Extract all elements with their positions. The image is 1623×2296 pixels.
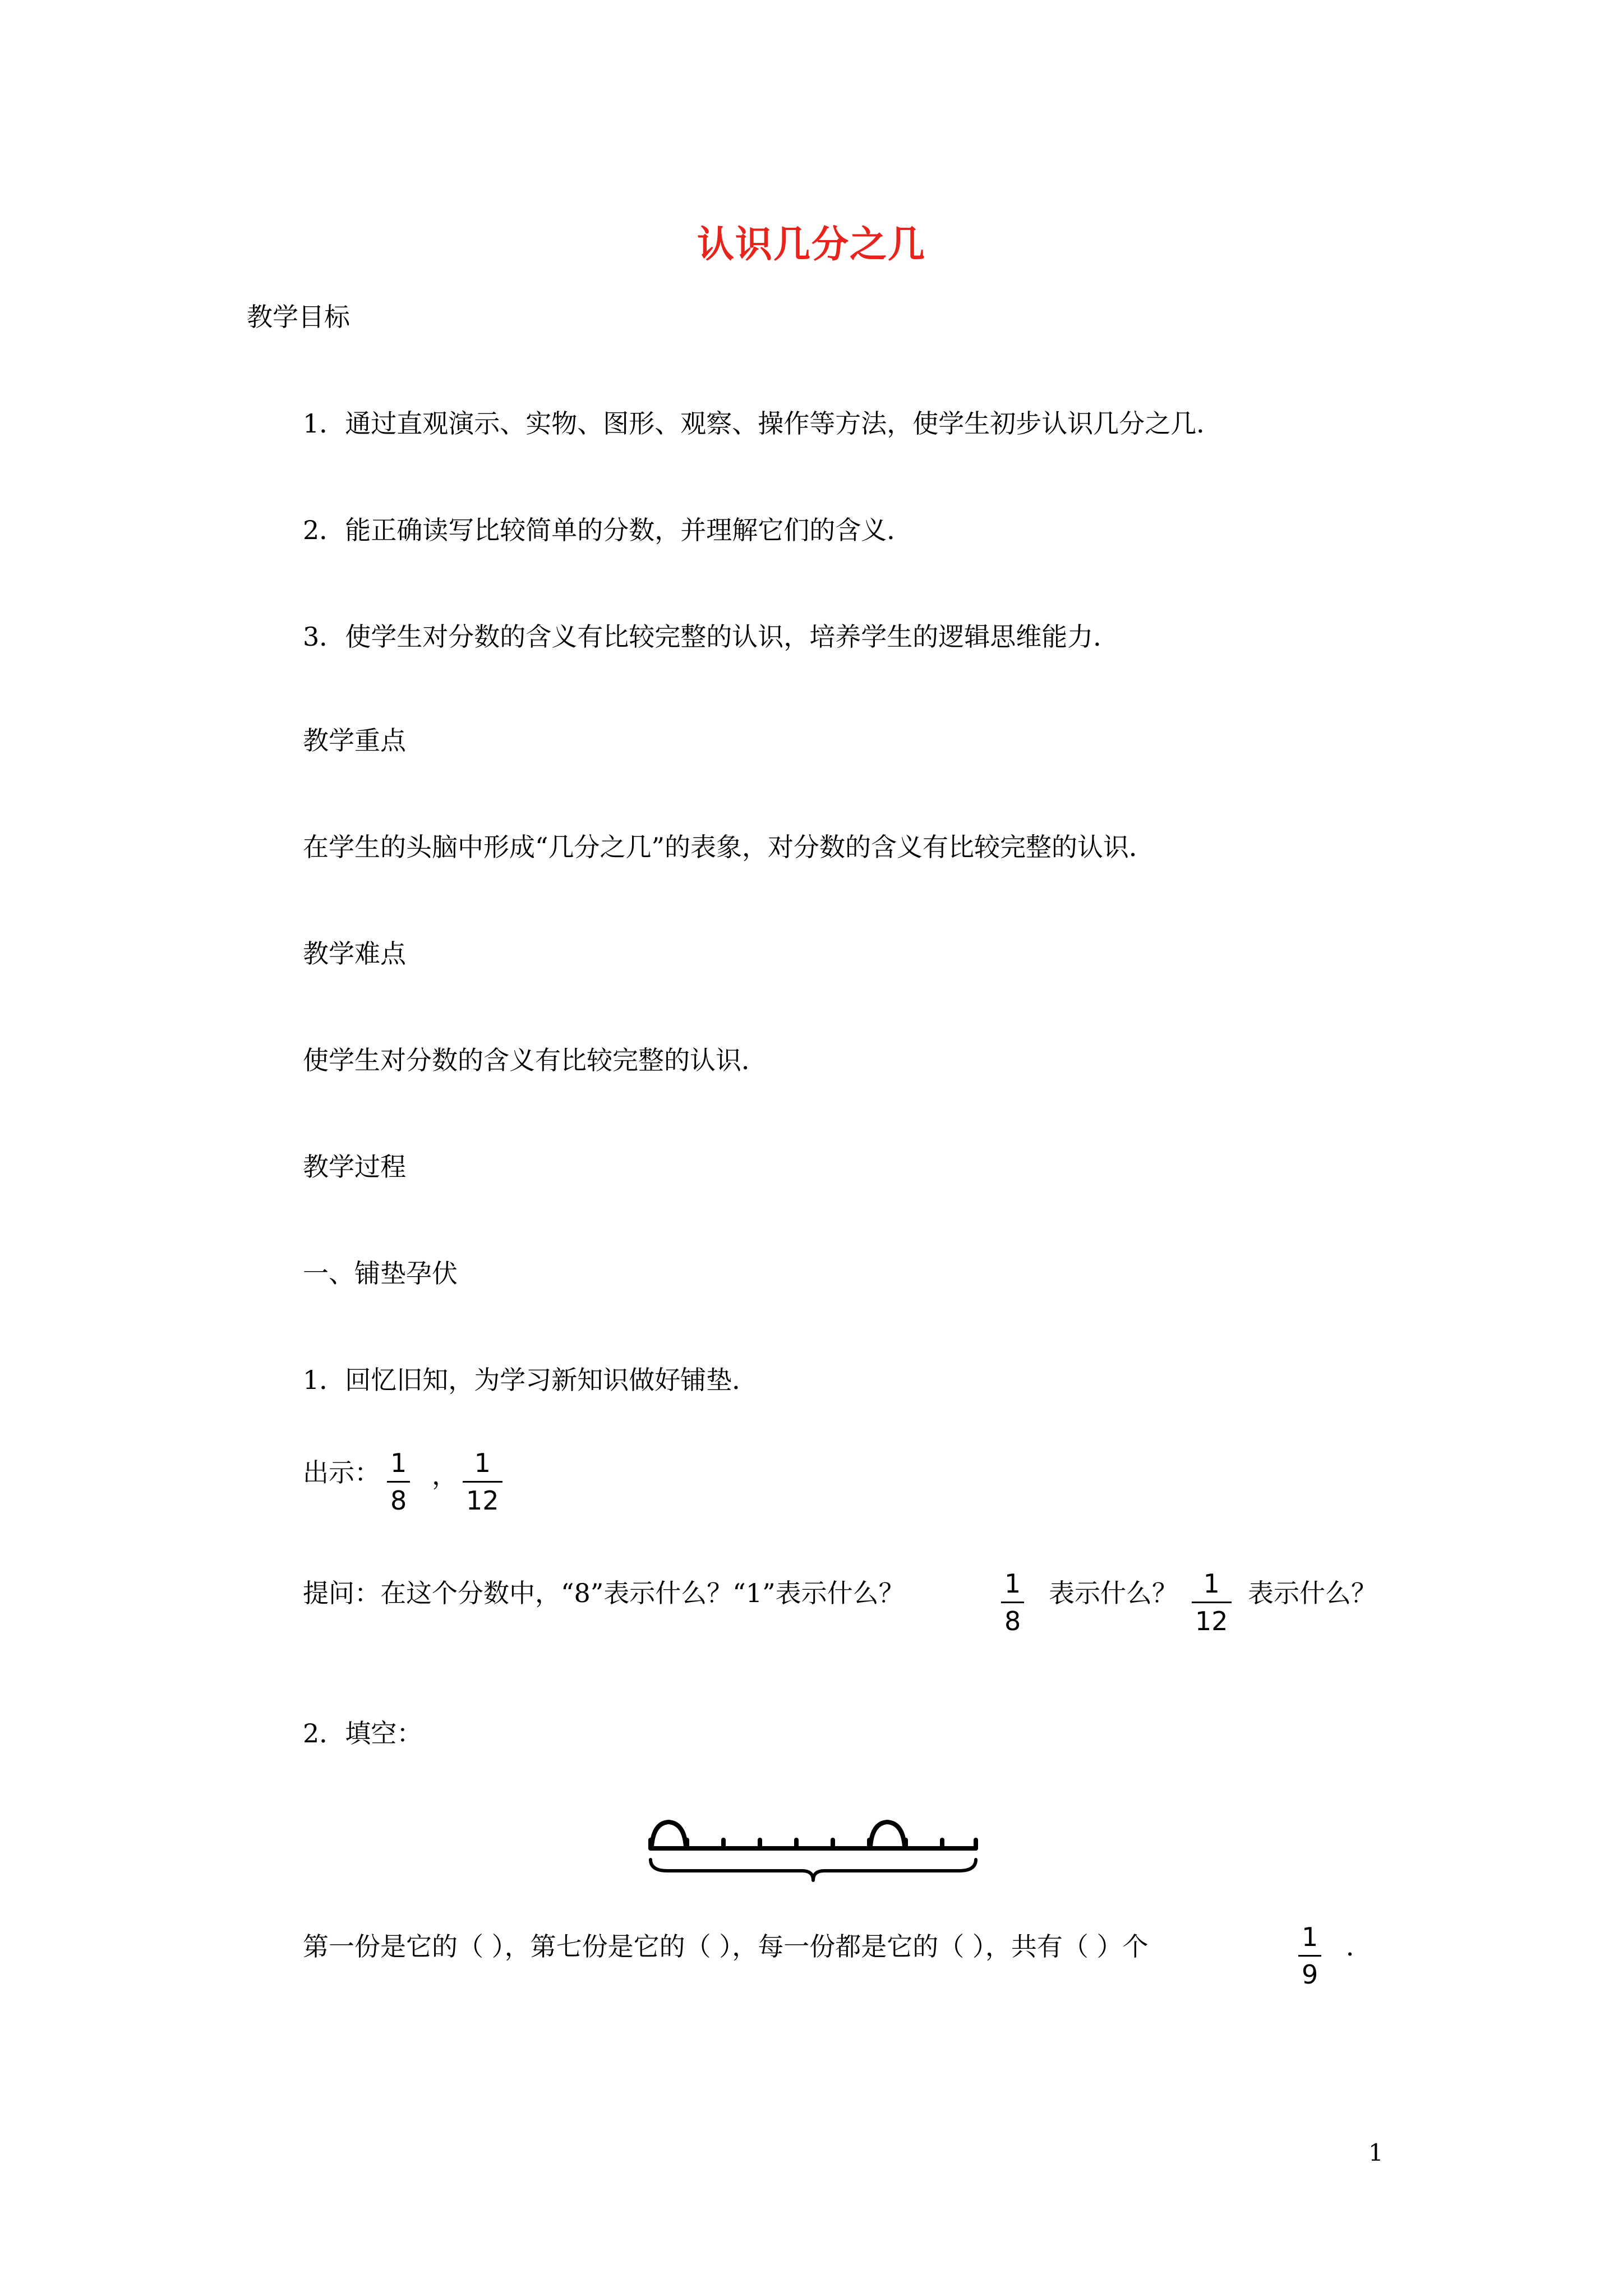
fraction-one-ninth [1298,1921,1321,1990]
question-part-2: 表示什么？ [1049,1578,1178,1608]
step-1-text: 1．回忆旧知，为学习新知识做好铺垫． [303,1365,758,1395]
fraction-bar [1001,1602,1024,1603]
step-2-text: 2．填空： [303,1718,423,1749]
fraction-numerator: 1 [1203,1568,1220,1599]
fill-blank-text: 第一份是它的（ ），第七份是它的（ ），每一份都是它的（ ），共有（ ）个 [303,1931,1149,1962]
fraction-denominator: 12 [466,1485,499,1516]
fraction-one-eighth-inline [1001,1568,1024,1637]
key-point-heading: 教学重点 [303,725,406,756]
triangle-marker [652,1822,686,1847]
segment-diagram [645,1812,981,1885]
fraction-denominator: 9 [1302,1959,1318,1990]
fraction-one-twelfth [463,1447,502,1516]
fraction-bar [1298,1955,1321,1957]
fraction-bar [387,1481,410,1483]
key-point-text: 在学生的头脑中形成“几分之几”的表象，对分数的含义有比较完整的认识． [303,832,1155,862]
fraction-numerator: 1 [474,1448,491,1478]
document-title: 认识几分之几 [697,222,926,266]
show-label: 出示： [303,1457,380,1488]
goal-item-2: 2．能正确读写比较简单的分数，并理解它们的含义． [303,515,913,545]
fraction-bar [463,1481,502,1483]
difficulty-heading: 教学难点 [303,938,406,969]
fraction-numerator: 1 [1004,1568,1021,1599]
process-heading: 教学过程 [303,1152,406,1182]
brace [651,1860,976,1880]
goals-heading: 教学目标 [247,302,350,332]
page-number: 1 [1368,2139,1384,2166]
section-heading: 一、铺垫孕伏 [303,1258,458,1289]
fraction-denominator: 12 [1195,1606,1228,1636]
question-part-1: 提问：在这个分数中，“8”表示什么？“1”表示什么？ [303,1578,905,1608]
fraction-one-twelfth-inline [1192,1568,1232,1637]
fraction-denominator: 8 [390,1485,407,1516]
comma: ， [432,1460,458,1490]
fill-blank-end: ． [1346,1931,1372,1962]
fraction-one-eighth [387,1447,410,1516]
fraction-numerator: 1 [1302,1922,1318,1952]
fraction-bar [1192,1602,1232,1603]
goal-item-3: 3．使学生对分数的含义有比较完整的认识，培养学生的逻辑思维能力． [303,622,1119,652]
fraction-denominator: 8 [1004,1606,1021,1636]
difficulty-text: 使学生对分数的含义有比较完整的认识． [303,1045,767,1075]
goal-item-1: 1．通过直观演示、实物、图形、观察、操作等方法，使学生初步认识几分之几． [303,408,1223,439]
question-part-3: 表示什么？ [1248,1578,1377,1608]
fraction-numerator: 1 [390,1448,407,1478]
triangle-marker [870,1822,905,1847]
